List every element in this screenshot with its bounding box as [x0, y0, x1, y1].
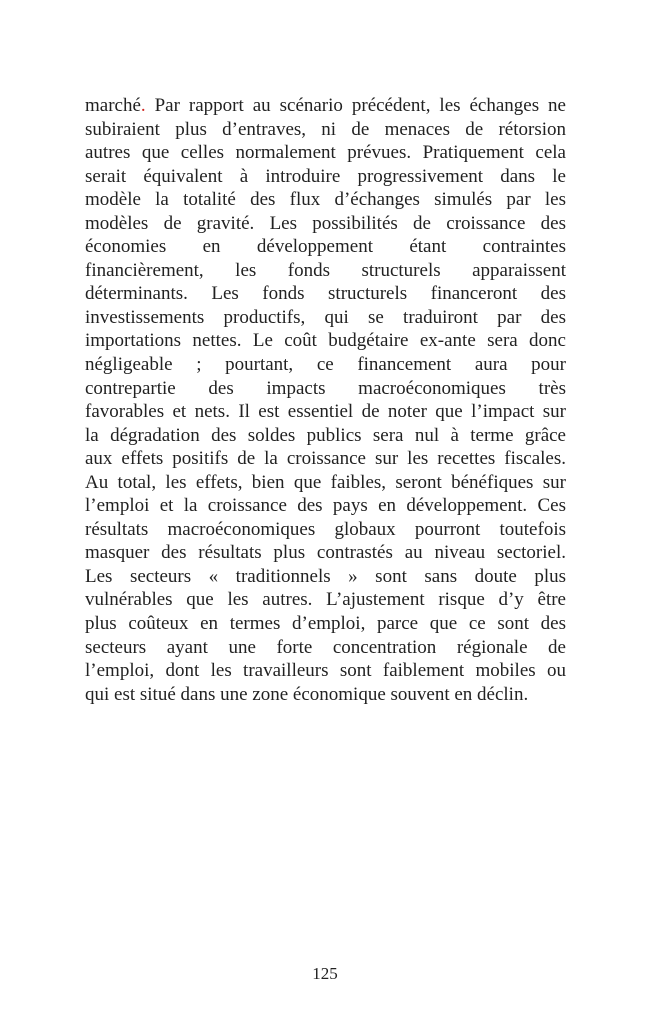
text-fragment: Par rapport au scénario précédent, les échanges ne	[145, 95, 566, 116]
text-line: modèles de gravité. Les possibilités de croissance des	[85, 212, 566, 234]
text-line: favorables et nets. Il est essentiel de noter que l’impact sur	[85, 401, 566, 423]
text-line: modèle la totalité des flux d’échanges simulés par les	[85, 189, 566, 211]
text-line: résultats macroéconomiques globaux pourront toutefois	[85, 518, 566, 540]
text-line: Au total, les effets, bien que faibles, seront bénéfiques sur	[85, 471, 566, 493]
text-line: qui est situé dans une zone économique souvent en déclin.	[85, 683, 529, 705]
text-line: Les secteurs « traditionnels » sont sans doute plus	[85, 565, 566, 587]
highlighted-period: .	[140, 95, 146, 116]
text-line: aux effets positifs de la croissance sur les recettes fiscales.	[85, 448, 566, 470]
text-line: l’emploi, dont les travailleurs sont faiblement mobiles ou	[85, 660, 566, 682]
text-line: contrepartie des impacts macroéconomiques très	[85, 377, 566, 399]
text-line: financièrement, les fonds structurels apparaissent	[85, 259, 566, 281]
text-line: investissements productifs, qui se traduiront par des	[85, 306, 566, 328]
text-line: plus coûteux en termes d’emploi, parce que ce sont des	[85, 613, 566, 635]
text-line: secteurs ayant une forte concentration régionale de	[85, 636, 566, 658]
text-line: subiraient plus d’entraves, ni de menaces de rétorsion	[85, 118, 566, 140]
text-line: déterminants. Les fonds structurels financeront des	[85, 283, 566, 305]
text-line: négligeable ; pourtant, ce financement aura pour	[85, 354, 566, 376]
text-line	[85, 94, 566, 118]
text-word: marché	[85, 95, 141, 116]
text-line: serait équivalent à introduire progressivement dans le	[85, 165, 566, 187]
text-line: masquer des résultats plus contrastés au niveau sectoriel.	[85, 542, 566, 564]
text-line: importations nettes. Le coût budgétaire ex-ante sera donc	[85, 330, 566, 352]
text-line: économies en développement étant contraintes	[85, 236, 566, 258]
text-line: la dégradation des soldes publics sera nul à terme grâce	[85, 424, 566, 446]
text-line: autres que celles normalement prévues. Pratiquement cela	[85, 142, 566, 164]
body-paragraph	[85, 94, 566, 706]
text-line: l’emploi et la croissance des pays en développement. Ces	[85, 495, 566, 517]
text-line: vulnérables que les autres. L’ajustement risque d’y être	[85, 589, 566, 611]
page-number: 125	[312, 964, 338, 983]
